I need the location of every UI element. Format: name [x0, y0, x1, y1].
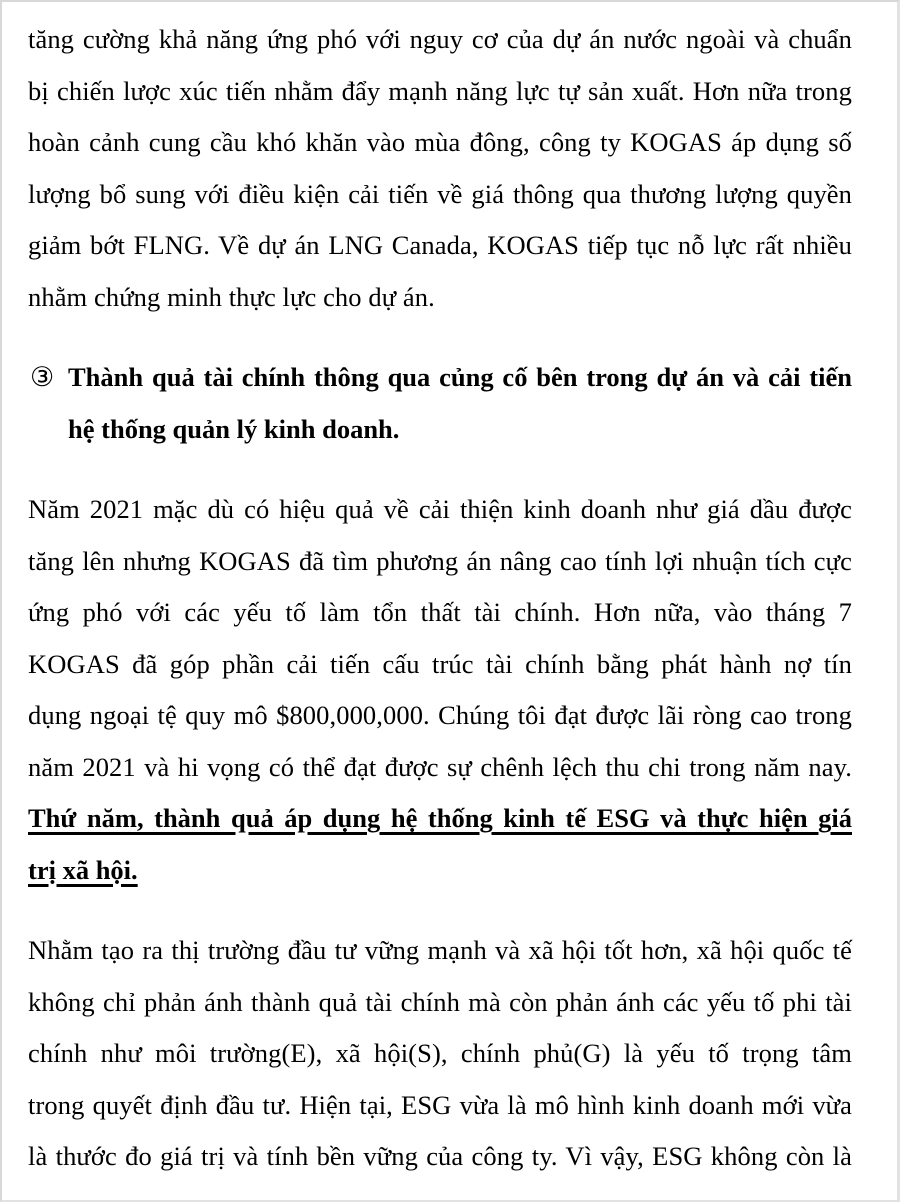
paragraph-line: trong quyết định đầu tư. Hiện tại, ESG vừa là mô hình kinh doanh mới vừa	[28, 1089, 852, 1120]
paragraph-line: Năm 2021 mặc dù có hiệu quả về cải thiện kinh doanh như giá dầu được	[28, 494, 852, 524]
paragraph-line: nhằm chứng minh thực lực cho dự án.	[28, 281, 435, 312]
heading-line	[28, 845, 852, 897]
paragraph-line: hoàn cảnh cung cầu khó khăn vào mùa đông, công ty KOGAS áp dụng số	[28, 127, 852, 157]
paragraph-line: ứng phó với các yếu tố làm tổn thất tài chính. Hơn nữa, vào tháng 7	[28, 597, 852, 627]
heading-underlined	[28, 793, 852, 896]
paragraph-line: không chỉ phản ánh thành quả tài chính mà còn phản ánh các yếu tố phi tài	[28, 986, 852, 1017]
circled-number-icon: ③	[30, 362, 55, 392]
heading-underlined-text: trị xã hội.	[28, 854, 138, 885]
paragraph-line: dụng ngoại tệ quy mô $800,000,000. Chúng tôi đạt được lãi ròng cao trong	[28, 700, 852, 730]
paragraph-line: KOGAS đã góp phần cải tiến cấu trúc tài chính bằng phát hành nợ tín	[28, 648, 852, 679]
heading-line: hệ thống quản lý kinh doanh.	[68, 413, 400, 444]
paragraph-1	[28, 14, 852, 323]
heading-underlined-text: Thứ năm, thành quả áp dụng hệ thống kinh tế ESG và thực hiện giá	[28, 803, 852, 833]
paragraph-line: chính như môi trường(E), xã hội(S), chính phủ(G) là yếu tố trọng tâm	[28, 1038, 852, 1068]
paragraph-line: năm 2021 và hi vọng có thể đạt được sự chênh lệch thu chi trong năm nay.	[28, 751, 852, 782]
heading-line: Thành quả tài chính thông qua củng cố bên trong dự án và cải tiến	[68, 362, 852, 392]
paragraph-line: tăng cường khả năng ứng phó với nguy cơ của dự án nước ngoài và chuẩn	[28, 24, 852, 54]
paragraph-line: lượng bổ sung với điều kiện cải tiến về giá thông qua thương lượng quyền	[28, 178, 852, 209]
paragraph-line: Nhằm tạo ra thị trường đầu tư vững mạnh và xã hội tốt hơn, xã hội quốc tế	[28, 935, 852, 965]
heading-line	[28, 793, 852, 845]
paragraph-3	[28, 925, 852, 1183]
heading-numbered-text	[68, 352, 852, 455]
paragraph-line: là thước đo giá trị và tính bền vững của công ty. Vì vậy, ESG không còn là	[28, 1141, 852, 1171]
paragraph-line: giảm bớt FLNG. Về dự án LNG Canada, KOGAS tiếp tục nỗ lực rất nhiều	[28, 230, 852, 260]
paragraph-line: bị chiến lược xúc tiến nhằm đẩy mạnh năng lực tự sản xuất. Hơn nữa trong	[28, 75, 852, 106]
page-content	[28, 2, 852, 1183]
paragraph-line: tăng lên nhưng KOGAS đã tìm phương án nâng cao tính lợi nhuận tích cực	[28, 545, 852, 576]
paragraph-2	[28, 484, 852, 793]
heading-numbered-3	[28, 352, 852, 455]
